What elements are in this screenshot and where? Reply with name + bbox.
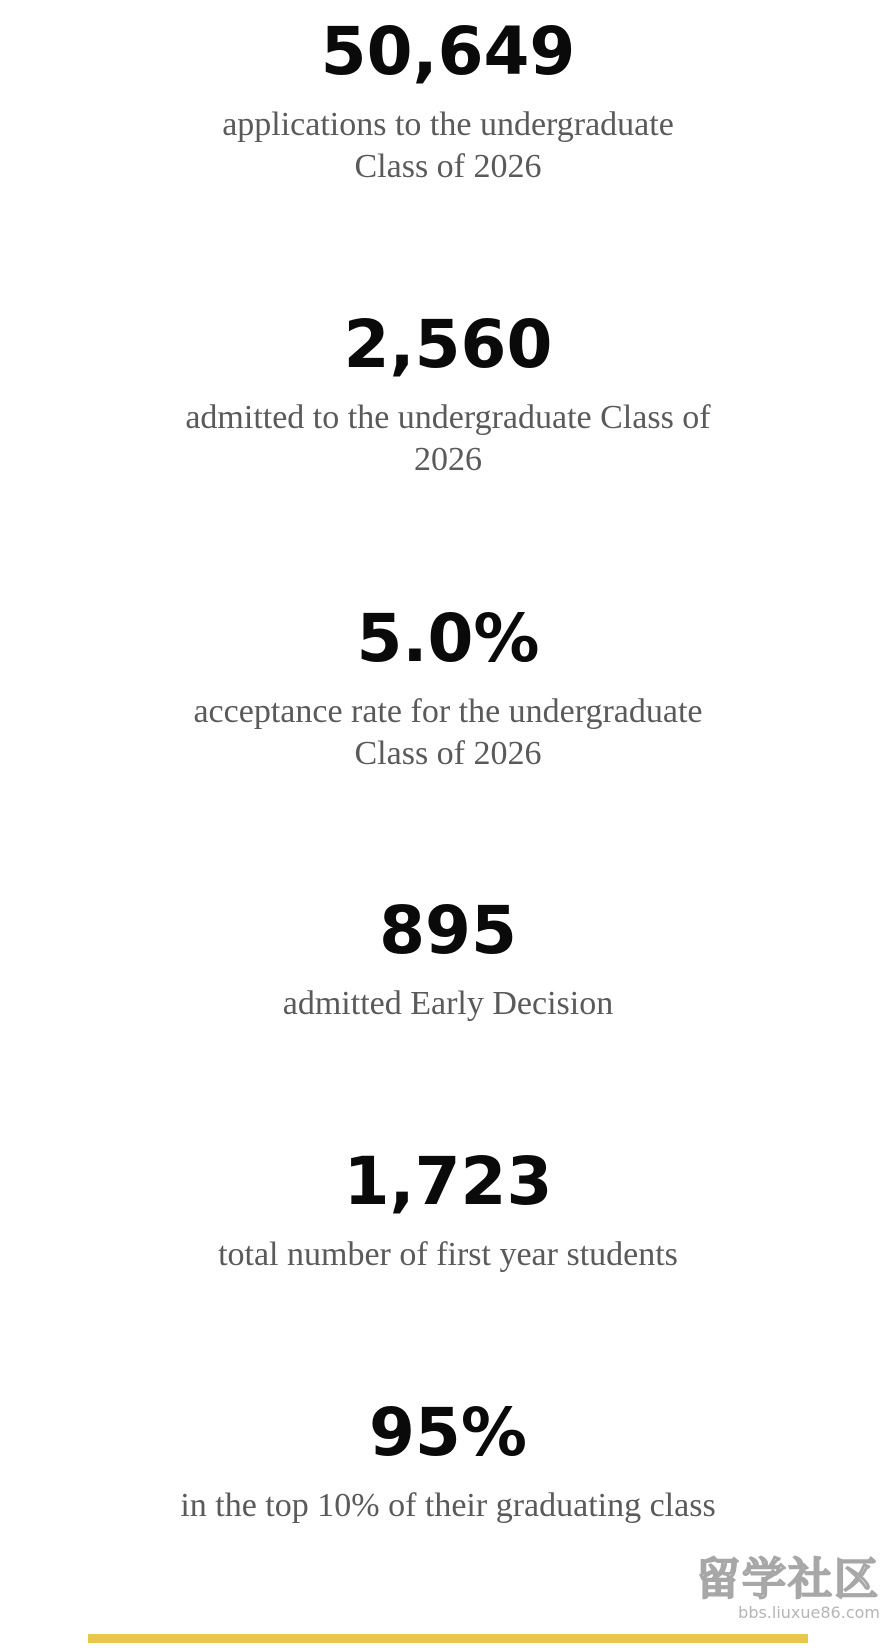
stat-description: admitted to the undergraduate Class of 2026 bbox=[185, 399, 711, 478]
accent-divider bbox=[88, 1634, 808, 1643]
stat-applications bbox=[0, 14, 896, 188]
watermark bbox=[696, 1556, 880, 1622]
stat-acceptance-rate bbox=[0, 601, 896, 775]
stat-value: 2,560 bbox=[343, 306, 553, 383]
stat-admitted bbox=[0, 307, 896, 481]
stat-value: 895 bbox=[379, 892, 517, 969]
stat-value: 50,649 bbox=[320, 13, 576, 90]
watermark-logo: 留学社区 bbox=[696, 1554, 880, 1605]
watermark-url: bbs.liuxue86.com bbox=[738, 1603, 880, 1622]
stat-description: total number of first year students bbox=[218, 1236, 678, 1273]
stat-value: 95% bbox=[369, 1394, 527, 1471]
stat-description: in the top 10% of their graduating class bbox=[180, 1487, 716, 1524]
stat-value: 5.0% bbox=[356, 600, 540, 677]
stat-top-ten-percent bbox=[0, 1395, 896, 1527]
stat-description: admitted Early Decision bbox=[282, 985, 614, 1022]
stat-description: applications to the undergraduate Class of 2026 bbox=[222, 106, 674, 185]
stat-first-year-students bbox=[0, 1144, 896, 1276]
stat-early-decision bbox=[0, 893, 896, 1025]
stat-description: acceptance rate for the undergraduate Class of 2026 bbox=[193, 693, 703, 772]
stat-value: 1,723 bbox=[343, 1143, 553, 1220]
